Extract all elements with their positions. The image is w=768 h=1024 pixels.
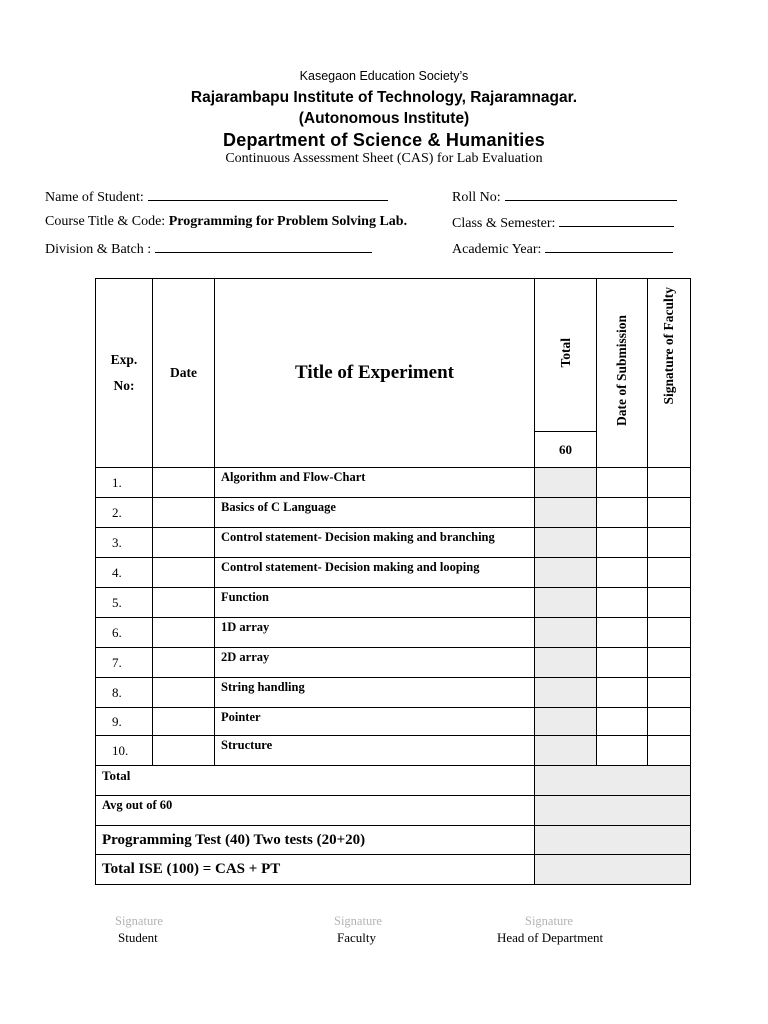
total-cell	[535, 618, 597, 648]
table-row	[96, 678, 691, 708]
exp-no-header-line1: Exp.	[110, 352, 138, 367]
table-row	[96, 736, 691, 766]
total-cell	[535, 558, 597, 588]
class-semester-label: Class & Semester:	[452, 216, 556, 231]
date-cell	[153, 498, 215, 528]
division-batch-blank	[155, 240, 372, 253]
roll-no-blank	[505, 188, 677, 201]
faculty-signature-role: Faculty	[337, 930, 376, 945]
course-label: Course Title & Code:	[45, 214, 166, 229]
experiment-title-cell: Control statement- Decision making and looping	[215, 558, 535, 588]
course-value: Programming for Problem Solving Lab.	[168, 214, 408, 229]
exp-no-cell: 10.	[96, 736, 153, 766]
total-ise-row	[96, 855, 691, 885]
student-signature-role: Student	[118, 930, 158, 945]
student-name-label: Name of Student:	[45, 190, 144, 205]
experiment-title-cell: 2D array	[215, 648, 535, 678]
date-cell	[153, 736, 215, 766]
total-cell	[535, 708, 597, 736]
exp-no-cell: 7.	[96, 648, 153, 678]
faculty-signature-cell	[648, 648, 691, 678]
faculty-signature-placeholder: Signature	[334, 914, 382, 928]
date-cell	[153, 618, 215, 648]
date-header: Date	[153, 279, 215, 468]
exp-no-cell: 1.	[96, 468, 153, 498]
table-row	[96, 708, 691, 736]
division-batch-field	[45, 240, 372, 258]
submission-date-cell	[597, 528, 648, 558]
signature-of-faculty-header	[648, 279, 691, 468]
date-cell	[153, 528, 215, 558]
submission-date-cell	[597, 498, 648, 528]
total-cell	[535, 498, 597, 528]
class-semester-field	[452, 214, 674, 232]
experiment-title-cell: Function	[215, 588, 535, 618]
total-cell	[535, 588, 597, 618]
experiment-title-cell: Structure	[215, 736, 535, 766]
avg-label: Avg out of 60	[96, 796, 535, 826]
faculty-signature-cell	[648, 618, 691, 648]
total-ise-label: Total ISE (100) = CAS + PT	[96, 855, 535, 885]
student-name-blank	[148, 188, 388, 201]
programming-test-label: Programming Test (40) Two tests (20+20)	[96, 826, 535, 855]
exp-no-header-line2: No:	[113, 378, 135, 393]
exp-no-header	[96, 279, 153, 468]
signature-of-faculty-text: Signature of Faculty	[661, 287, 676, 405]
faculty-signature-cell	[648, 736, 691, 766]
total-row	[96, 766, 691, 796]
avg-row	[96, 796, 691, 826]
title-header: Title of Experiment	[215, 279, 535, 468]
faculty-signature-cell	[648, 498, 691, 528]
submission-date-cell	[597, 558, 648, 588]
exp-no-cell: 8.	[96, 678, 153, 708]
exp-no-cell: 5.	[96, 588, 153, 618]
programming-test-value-cell	[535, 826, 691, 855]
roll-no-label: Roll No:	[452, 190, 501, 205]
experiment-title-cell: Basics of C Language	[215, 498, 535, 528]
table-row	[96, 618, 691, 648]
total-label: Total	[96, 766, 535, 796]
total-ise-value-cell	[535, 855, 691, 885]
date-cell	[153, 558, 215, 588]
table-row	[96, 588, 691, 618]
division-batch-label: Division & Batch :	[45, 242, 152, 257]
programming-test-row	[96, 826, 691, 855]
department-title: Department of Science & Humanities	[223, 130, 545, 150]
total-cell	[535, 468, 597, 498]
faculty-signature-cell	[648, 588, 691, 618]
faculty-signature-cell	[648, 678, 691, 708]
date-cell	[153, 708, 215, 736]
experiment-rows	[96, 468, 691, 766]
table-row	[96, 558, 691, 588]
experiment-title-cell: 1D array	[215, 618, 535, 648]
submission-date-cell	[597, 678, 648, 708]
submission-date-cell	[597, 468, 648, 498]
exp-no-cell: 4.	[96, 558, 153, 588]
total-cell	[535, 678, 597, 708]
faculty-signature-cell	[648, 468, 691, 498]
exp-no-cell: 2.	[96, 498, 153, 528]
total-cell	[535, 736, 597, 766]
total-header	[535, 279, 597, 432]
faculty-signature-cell	[648, 528, 691, 558]
max-marks-cell: 60	[535, 432, 597, 468]
date-cell	[153, 468, 215, 498]
sheet-title: Continuous Assessment Sheet (CAS) for Lab Evaluation	[225, 151, 543, 166]
experiment-title-cell: String handling	[215, 678, 535, 708]
academic-year-blank	[545, 240, 673, 253]
exp-no-cell: 6.	[96, 618, 153, 648]
submission-date-cell	[597, 736, 648, 766]
hod-signature-role: Head of Department	[497, 930, 604, 945]
submission-date-cell	[597, 588, 648, 618]
date-cell	[153, 588, 215, 618]
exp-no-cell: 3.	[96, 528, 153, 558]
course-field	[45, 214, 407, 230]
roll-no-field	[452, 188, 677, 206]
faculty-signature-cell	[648, 558, 691, 588]
submission-date-cell	[597, 648, 648, 678]
faculty-signature-cell	[648, 708, 691, 736]
table-row	[96, 648, 691, 678]
date-of-submission-header	[597, 279, 648, 468]
date-cell	[153, 678, 215, 708]
total-value-cell	[535, 766, 691, 796]
submission-date-cell	[597, 708, 648, 736]
submission-date-cell	[597, 618, 648, 648]
total-cell	[535, 648, 597, 678]
avg-value-cell	[535, 796, 691, 826]
academic-year-label: Academic Year:	[452, 242, 542, 257]
table-row	[96, 468, 691, 498]
cas-table	[95, 278, 691, 885]
academic-year-field	[452, 240, 673, 258]
total-cell	[535, 528, 597, 558]
total-header-text: Total	[557, 338, 573, 368]
experiment-title-cell: Pointer	[215, 708, 535, 736]
table-row	[96, 498, 691, 528]
table-row	[96, 528, 691, 558]
class-semester-blank	[559, 214, 674, 227]
society-name: Kasegaon Education Society’s	[299, 69, 469, 83]
exp-no-cell: 9.	[96, 708, 153, 736]
student-name-field	[45, 188, 388, 206]
date-cell	[153, 648, 215, 678]
student-signature-placeholder: Signature	[115, 914, 163, 928]
autonomous-label: (Autonomous Institute)	[298, 110, 470, 127]
institute-name: Rajarambapu Institute of Technology, Rajaramnagar.	[190, 89, 578, 106]
hod-signature-placeholder: Signature	[525, 914, 573, 928]
experiment-title-cell: Control statement- Decision making and branching	[215, 528, 535, 558]
experiment-title-cell: Algorithm and Flow-Chart	[215, 468, 535, 498]
date-of-submission-text: Date of Submission	[614, 315, 629, 427]
